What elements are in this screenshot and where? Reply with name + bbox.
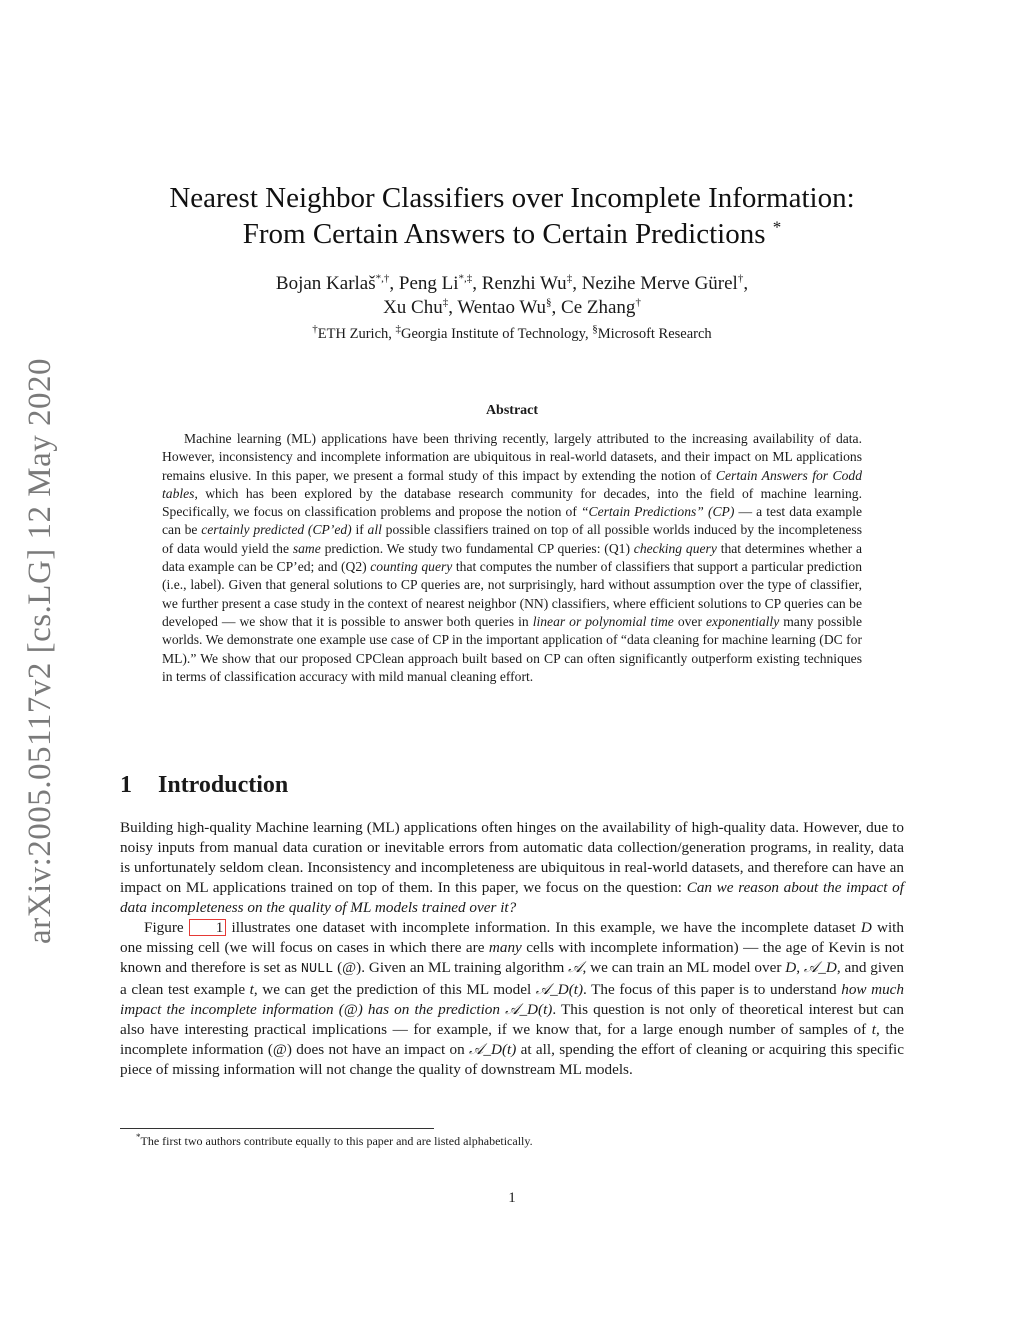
affiliation-mark: † bbox=[312, 323, 318, 336]
abstract-text: possible classifiers trained on top of all possible worlds induced by the incompleteness of data would yield the bbox=[162, 522, 862, 556]
abstract-text: prediction. We study two fundamental CP queries: (Q1) bbox=[320, 540, 634, 556]
abstract-emphasis: all bbox=[367, 522, 382, 538]
intro-text: with one missing cell (we will focus on cases in which there are bbox=[120, 919, 904, 956]
figure-1-link[interactable]: 1 bbox=[189, 919, 227, 936]
intro-text: , we can get the prediction of this ML model bbox=[253, 981, 536, 998]
author-name: Wentao Wu bbox=[457, 297, 547, 318]
author-name: Renzhi Wu bbox=[481, 273, 567, 294]
affiliation-mark: § bbox=[592, 323, 598, 336]
author-marks: *,‡ bbox=[458, 272, 473, 285]
abstract-emphasis: exponentially bbox=[706, 613, 780, 629]
intro-text: Building high-quality Machine learning (ML) applications often hinges on the availability of high-quality data. However, due to noisy inputs from manual data curation or inevitable errors from automatic data collection/generation programs, in reality, data is unfortunately seldom clean. Inconsistency and incompleteness are ubiquitous in real-world datasets, and therefore can have an impact on ML applications trained on top of them. In this paper, we focus on the question: bbox=[120, 819, 904, 896]
abstract-text: — a test data example can be bbox=[162, 504, 863, 538]
affiliation-name: ETH Zurich, bbox=[317, 326, 392, 342]
footnote-divider bbox=[120, 1128, 434, 1129]
author-marks: † bbox=[635, 296, 641, 309]
intro-emphasis: many bbox=[488, 939, 522, 956]
math-symbol: D bbox=[860, 919, 872, 936]
author-name: Xu Chu bbox=[383, 297, 443, 318]
intro-text: Figure bbox=[144, 919, 189, 936]
introduction-body bbox=[120, 818, 904, 1080]
abstract-body bbox=[162, 430, 862, 686]
page-number: 1 bbox=[508, 1190, 516, 1206]
math-symbol: t bbox=[249, 981, 254, 998]
author-marks: † bbox=[737, 272, 744, 285]
null-literal: NULL bbox=[300, 962, 334, 977]
abstract-emphasis: Certain Answers for Codd tables bbox=[162, 467, 862, 501]
abstract-text: many possible worlds. We demonstrate one example use case of CP in the important application of “data cleaning for machine learning (DC for ML).” We show that our proposed CPClean approach built based on CP can often significantly outperform existing techniques in terms of classification accuracy with mild manual cleaning effort. bbox=[162, 613, 862, 684]
math-symbol: 𝒜 bbox=[568, 959, 583, 976]
author-line-1: Bojan Karlaš*,†, Peng Li*,‡, Renzhi Wu‡, Nezihe Merve Gürel†, bbox=[275, 272, 749, 294]
abstract-heading: Abstract bbox=[485, 403, 539, 418]
affiliation-mark: ‡ bbox=[395, 323, 402, 336]
author-list bbox=[120, 272, 904, 320]
author-name: Peng Li bbox=[398, 273, 459, 294]
math-symbol: 𝒜_D(t) bbox=[505, 1001, 553, 1018]
arxiv-identifier-stamp: arXiv:2005.05117v2 [cs.LG] 12 May 2020 bbox=[22, 357, 58, 944]
intro-text: cells with incomplete information) — the age of Kevin is not known and therefore is set as bbox=[120, 939, 904, 976]
intro-text: illustrates one dataset with incomplete information. In this example, we have the incomplete dataset bbox=[226, 919, 861, 936]
author-marks: ‡ bbox=[442, 296, 449, 309]
footnote-text: The first two authors contribute equally to this paper and are listed alphabetically. bbox=[140, 1134, 533, 1148]
author-marks: *,† bbox=[375, 272, 390, 285]
intro-text: , we can train an ML model over bbox=[582, 959, 786, 976]
intro-emphasis: how much impact the incomplete information (@) has on the prediction bbox=[120, 981, 905, 1018]
section-heading-introduction bbox=[120, 772, 288, 799]
paper-title bbox=[120, 180, 904, 252]
abstract-emphasis: same bbox=[292, 540, 321, 556]
author-name: Nezihe Merve Gürel bbox=[581, 273, 738, 294]
math-symbol: 𝒜_D(t) bbox=[535, 981, 584, 998]
title-line-2: From Certain Answers to Certain Predictions * bbox=[242, 217, 782, 250]
affiliations bbox=[120, 324, 904, 344]
title-line-1: Nearest Neighbor Classifiers over Incomplete Information: bbox=[169, 182, 855, 214]
title-footnote-mark: * bbox=[772, 217, 782, 237]
abstract-text: over bbox=[673, 613, 706, 629]
intro-text: , and given a clean test example bbox=[120, 959, 905, 998]
intro-text: , the incomplete information (@) does not have an impact on bbox=[120, 1021, 904, 1058]
footnote bbox=[136, 1132, 533, 1149]
abstract-emphasis: certainly predicted (CP’ed) bbox=[201, 522, 352, 538]
intro-paragraph-1 bbox=[120, 818, 904, 918]
intro-text: . This question is not only of theoretical interest but can also have interesting practical implications — for example, if we know that, for a large enough number of samples of bbox=[120, 1001, 904, 1038]
author-marks: ‡ bbox=[566, 272, 573, 285]
abstract-emphasis: counting query bbox=[370, 559, 453, 575]
intro-paragraph-2 bbox=[120, 918, 904, 1080]
abstract-text: , which has been explored by the database research community for decades, into the field of machine learning. Specifically, we focus on classification problems and propose the notion of bbox=[162, 485, 862, 520]
abstract-text: if bbox=[351, 522, 368, 538]
math-symbol: t bbox=[871, 1021, 877, 1038]
abstract-text: that determines whether a data example can be CP’ed; and (Q2) bbox=[162, 540, 862, 575]
intro-text: , bbox=[796, 959, 804, 976]
author-name: Ce Zhang bbox=[561, 297, 636, 318]
math-symbol: 𝒜_D(t) bbox=[469, 1041, 517, 1058]
affiliation-name: Microsoft Research bbox=[597, 326, 712, 342]
abstract-emphasis: “Certain Predictions” (CP) bbox=[580, 504, 735, 520]
abstract-text: that computes the number of classifiers that support a particular prediction (i.e., label). Given that general solutions to CP queries are, not surprisingly, hard without assumption over the type of classifier, we further present a case study in the context of nearest neighbor (NN) classifiers, where efficient solutions to CP queries can be developed — we show that it is possible to answer both queries in bbox=[162, 559, 862, 629]
abstract-emphasis: checking query bbox=[633, 540, 717, 556]
intro-text: . The focus of this paper is to understand bbox=[583, 981, 842, 998]
intro-emphasis: Can we reason about the impact of data incompleteness on the quality of ML models trained over it? bbox=[120, 879, 904, 916]
footnote-mark: * bbox=[136, 1132, 141, 1142]
author-name: Bojan Karlaš bbox=[275, 273, 376, 294]
section-title: Introduction bbox=[158, 772, 289, 798]
math-symbol: D bbox=[785, 959, 797, 976]
author-line-2: Xu Chu‡, Wentao Wu§, Ce Zhang† bbox=[383, 296, 641, 318]
intro-text: (@). Given an ML training algorithm bbox=[333, 959, 569, 976]
intro-text: at all, spending the effort of cleaning or acquiring this specific piece of missing information will not change the quality of downstream ML models. bbox=[120, 1041, 904, 1078]
abstract-emphasis: linear or polynomial time bbox=[532, 613, 674, 629]
author-marks: § bbox=[546, 296, 552, 309]
affiliation-name: Georgia Institute of Technology, bbox=[401, 326, 589, 342]
abstract-text: Machine learning (ML) applications have been thriving recently, largely attributed to the increasing availability of data. However, inconsistency and incomplete information are ubiquitous in real-world datasets, and their impact on ML applications remains elusive. In this paper, we present a formal study of this impact by extending the notion of bbox=[162, 431, 862, 483]
math-symbol: 𝒜_D bbox=[803, 959, 837, 976]
section-number: 1 bbox=[120, 772, 132, 798]
